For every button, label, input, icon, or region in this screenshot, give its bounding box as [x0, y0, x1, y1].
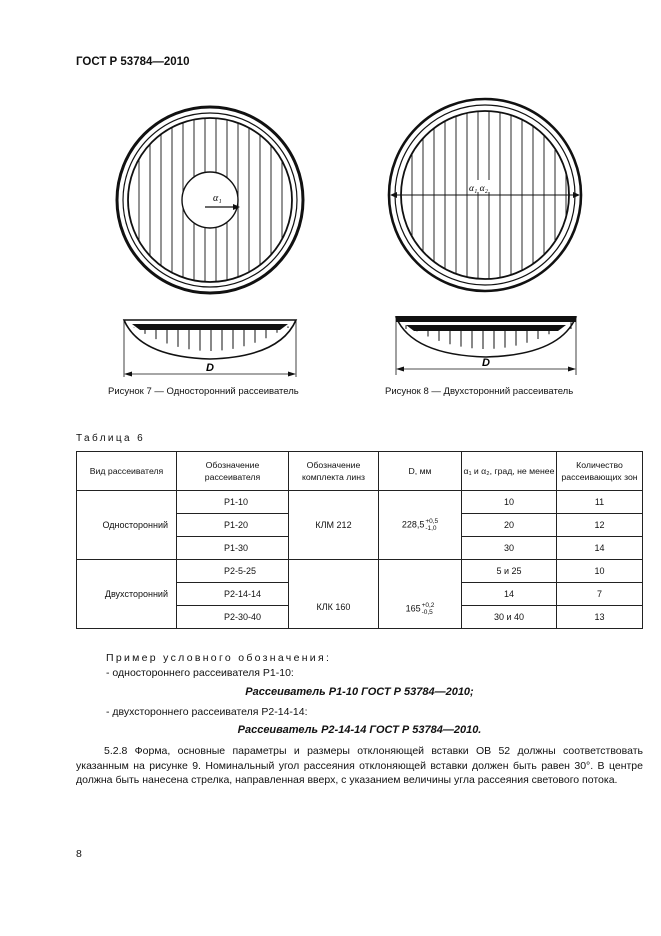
table-title: Таблица 6: [76, 433, 146, 444]
diameter-lower-tol: -0,5: [421, 609, 433, 616]
table-row: [77, 560, 643, 583]
examples-label: Пример условного обозначения:: [106, 652, 332, 664]
cell-zones: 14: [557, 537, 643, 560]
cell-designation: Р2-14-14: [177, 583, 289, 606]
table-row: [77, 491, 643, 514]
cell-designation: Р1-10: [177, 491, 289, 514]
cell-angle: 30: [462, 537, 557, 560]
figure-7-dimension-label: D: [206, 362, 214, 374]
cell-zones: 13: [557, 606, 643, 629]
page-header: ГОСТ Р 53784—2010: [76, 56, 190, 68]
diameter-base: 228,5: [401, 519, 425, 530]
figure-8-angle-label: α₁ α₂: [469, 184, 488, 194]
example-one-sided-code: Рассеиватель Р1-10 ГОСТ Р 53784—2010;: [245, 686, 474, 698]
cell-designation: Р1-30: [177, 537, 289, 560]
cell-angle: 30 и 40: [462, 606, 557, 629]
cell-lens-set: КЛМ 212: [289, 491, 379, 560]
cell-designation: Р2-5-25: [177, 560, 289, 583]
cell-designation: Р1-20: [177, 514, 289, 537]
figure-7-angle-label: α₁: [213, 193, 222, 204]
example-one-sided: - одностороннего рассеивателя Р1-10:: [106, 667, 294, 679]
cell-zones: 7: [557, 583, 643, 606]
figure-8-caption: Рисунок 8 — Двухсторонний рассеиватель: [385, 386, 574, 397]
page-number: 8: [76, 848, 82, 860]
header-zones: Количество рассеивающих зон: [557, 452, 643, 491]
example-two-sided: - двухстороннего рассеивателя Р2-14-14:: [106, 706, 308, 718]
cell-angle: 5 и 25: [462, 560, 557, 583]
cell-lens-set: КЛК 160: [289, 560, 379, 629]
diameter-upper-tol: +0,2: [421, 602, 435, 609]
cell-angle: 20: [462, 514, 557, 537]
cell-zones: 12: [557, 514, 643, 537]
cell-diameter: [379, 560, 462, 629]
header-diameter: D, мм: [379, 452, 462, 491]
header-lens-set: Обозначение комплекта линз: [289, 452, 379, 491]
cell-angle: 10: [462, 491, 557, 514]
diameter-upper-tol: +0,5: [425, 518, 439, 525]
header-angle: α₁ и α₂, град, не менее: [462, 452, 557, 491]
figure-8-drawing: [380, 85, 595, 380]
cell-type: Двухсторонний: [77, 560, 177, 629]
header-type: Вид рассеивателя: [77, 452, 177, 491]
cell-angle: 14: [462, 583, 557, 606]
paragraph-5-2-8: 5.2.8 Форма, основные параметры и размеры отклоняющей вставки ОВ 52 должны соответствовать указанным на рисунке 9. Номинальный угол рассеяния отклоняющей вставки должен быть равен 30°. В центре должна быть нанесена стрелка, направленная вверх, с указанием величины угла рассеяния светового потока.: [76, 745, 643, 786]
diameter-lower-tol: -1,0: [425, 525, 437, 532]
cell-designation: Р2-30-40: [177, 606, 289, 629]
table-6: [76, 451, 643, 629]
diameter-base: 165: [405, 603, 421, 614]
cell-type: Односторонний: [77, 491, 177, 560]
figure-8-dimension-label: D: [482, 357, 490, 369]
cell-diameter: [379, 491, 462, 560]
header-designation: Обозначение рассеивателя: [177, 452, 289, 491]
figure-7-drawing: [110, 95, 320, 385]
figure-7-caption: Рисунок 7 — Односторонний рассеиватель: [108, 386, 299, 397]
table-header-row: [77, 452, 643, 491]
cell-zones: 11: [557, 491, 643, 514]
example-two-sided-code: Рассеиватель Р2-14-14 ГОСТ Р 53784—2010.: [237, 724, 482, 736]
cell-zones: 10: [557, 560, 643, 583]
